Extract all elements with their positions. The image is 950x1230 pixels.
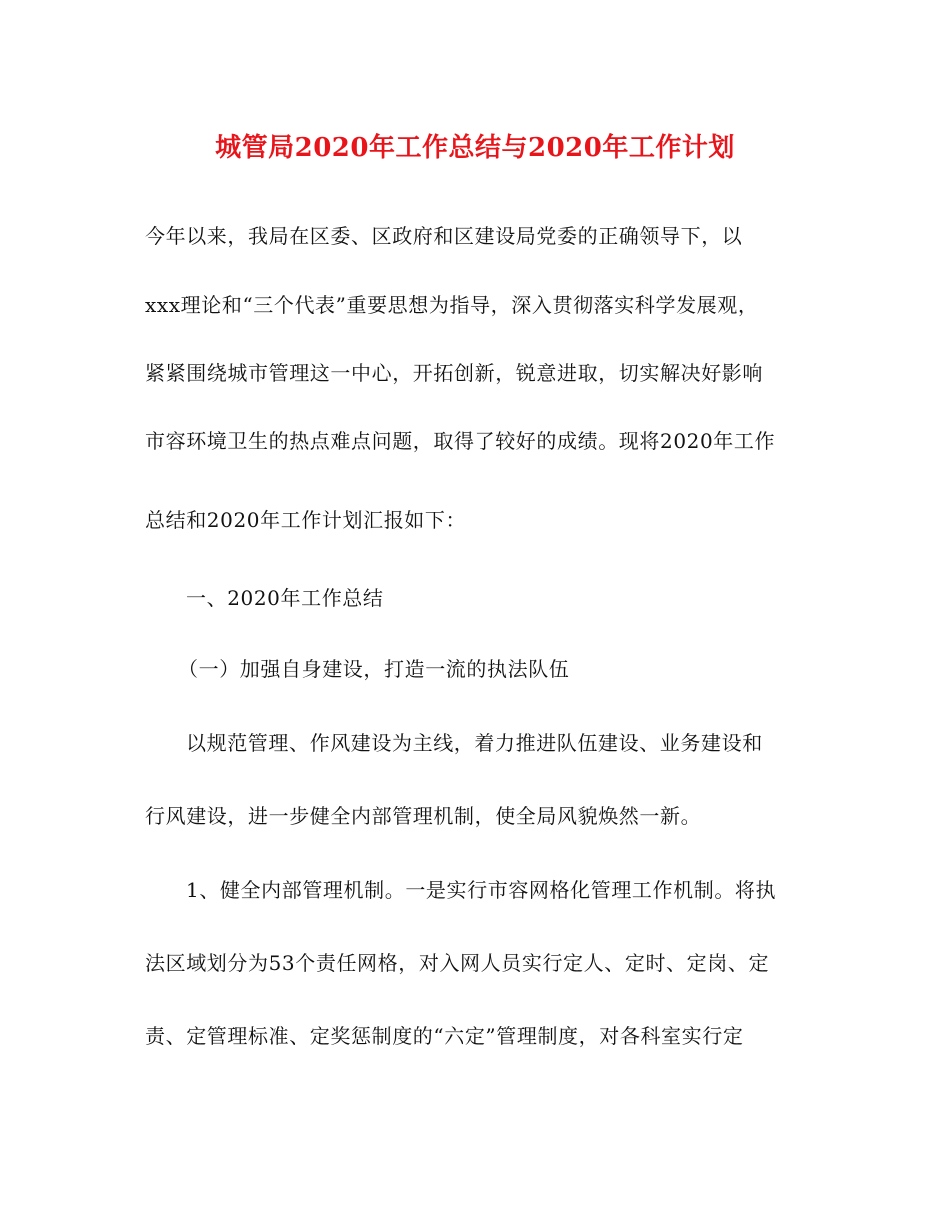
paragraph-line: xxx理论和“三个代表”重要思想为指导，深入贯彻落实科学发展观， <box>145 293 759 317</box>
paragraph-line: 市容环境卫生的热点难点问题，取得了较好的成绩。现将2020年工作 <box>145 429 776 453</box>
subsection-heading: （一）加强自身建设，打造一流的执法队伍 <box>178 657 570 681</box>
paragraph-line: 行风建设，进一步健全内部管理机制，使全局风貌焕然一新。 <box>145 804 702 828</box>
paragraph-line: 以规范管理、作风建设为主线，着力推进队伍建设、业务建设和 <box>186 731 763 755</box>
paragraph-line: 责、定管理标准、定奖惩制度的“六定”管理制度，对各科室实行定 <box>145 1024 744 1048</box>
document-title: 城管局2020年工作总结与2020年工作计划 <box>215 133 735 163</box>
paragraph-line: 法区域划分为53个责任网格，对入网人员实行定人、定时、定岗、定 <box>145 951 770 975</box>
section-heading: 一、2020年工作总结 <box>186 586 384 610</box>
paragraph-line: 今年以来，我局在区委、区政府和区建设局党委的正确领导下，以 <box>145 224 743 248</box>
paragraph-line: 紧紧围绕城市管理这一中心，开拓创新，锐意进取，切实解决好影响 <box>145 361 763 385</box>
paragraph-line: 1、健全内部管理机制。一是实行市容网格化管理工作机制。将执 <box>186 878 777 902</box>
paragraph-line: 总结和2020年工作计划汇报如下： <box>145 508 467 532</box>
